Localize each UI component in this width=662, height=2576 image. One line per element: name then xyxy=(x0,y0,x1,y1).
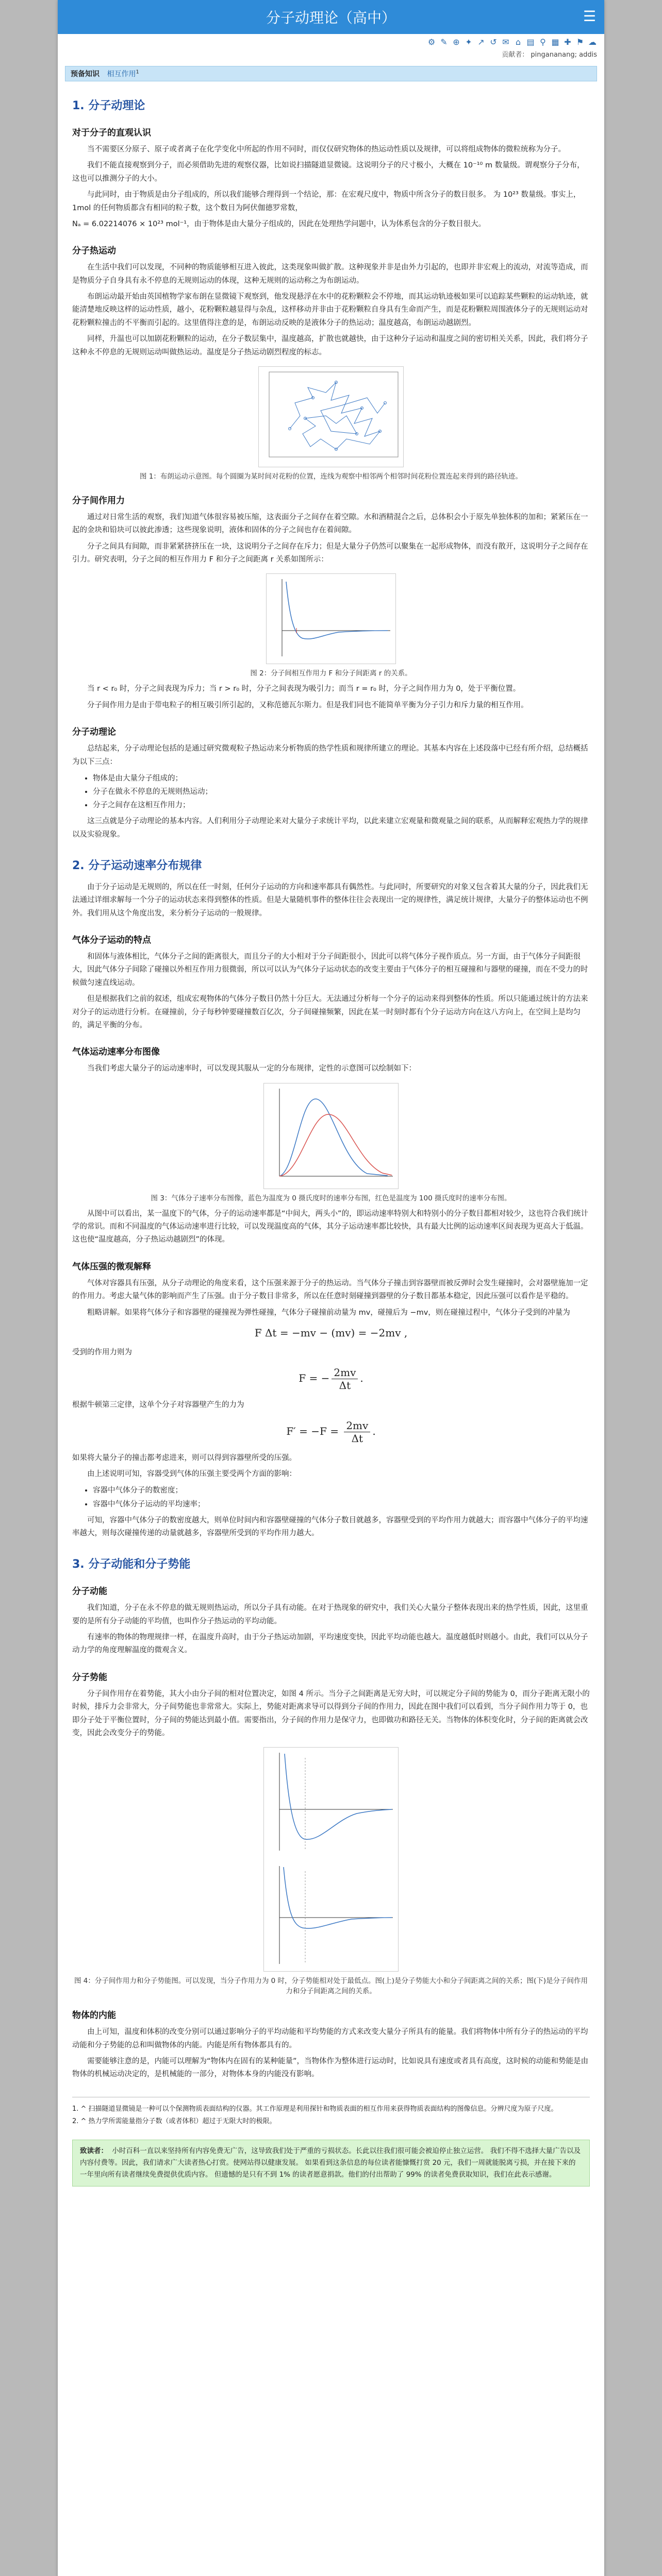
paragraph: 通过对日常生活的观察，我们知道气体很容易被压缩，这表面分子之间存在着空隙。水和酒精混合之后，总体积会小于原先单独体积的加和；紧紧压在一起的金块和铅块可以彼此渗透；这些现象说明，液体和固体的分子之间也存在着间隙。 xyxy=(72,513,588,535)
potential-energy-graph xyxy=(263,1747,399,1972)
section-3-title: 3. 分子动能和分子势能 xyxy=(72,1558,191,1571)
pressure-factors-list xyxy=(93,1484,590,1511)
heading-force: 分子间作用力 xyxy=(72,495,125,506)
toolbar-icon-10[interactable]: ▦ xyxy=(551,37,559,47)
toolbar-icon-1[interactable]: ✎ xyxy=(440,37,448,47)
paragraph: 由上述说明可知，容器受到气体的压强主要受两个方面的影响： xyxy=(87,1470,296,1479)
heading-theory: 分子动理论 xyxy=(72,727,116,738)
donation-text: 小时百科一直以来坚持所有内容免费无广告，这导致我们处于严重的亏损状态。长此以往我们很可能会被迫停止独立运营。 我们不得不选择大量广告以及内容付费等。因此，我们请求广大读者热心打赏。使网站得以健康发展。 如果看到这条信息的每位读者能慷慨打赏 20 元，我们一周就能脱离亏损，并在接下来的一年里向所有读者继续免费提供优质内容。 但遗憾的是只有不到 1% 的读者愿意捐款。他们的付出帮助了 99% 的读者免费获取知识，我们在此表示感谢。 xyxy=(80,2147,581,2179)
paragraph: 和固体与液体相比，气体分子之间的距离很大，而且分子的大小相对于分子间距很小，因此可以将气体分子视作质点。另一方面，由于气体分子间距很大，因此气体分子间除了碰撞以外相互作用力很微弱，所以可以认为气体分子运动状态的改变主要由于气体分子的相互碰撞和与器壁的碰撞，而在不受力的时候做匀速直线运动。 xyxy=(72,953,588,987)
paragraph: 当 r < r₀ 时，分子之间表现为斥力；当 r > r₀ 时，分子之间表现为吸引力；而当 r = r₀ 时，分子之间作用力为 0，处于平衡位置。 xyxy=(87,685,521,693)
paragraph: 有速率的物体的物理规律一样，在温度升高时，由于分子热运动加剧，平均速度变快，因此平均动能也越大。温度越低时则越小。由此，我们可以从分子动力学的角度理解温度的微观含义。 xyxy=(72,1633,588,1655)
figure-1-caption: 图 1：布朗运动示意图。每个圆圈为某时间对花粉的位置，连线为观察中相邻两个相邻时间花粉位置连起来得到的路径轨迹。 xyxy=(140,472,522,481)
toolbar xyxy=(58,34,604,47)
paragraph: 由于分子运动是无规则的，所以在任一时刻，任何分子运动的方向和速率都具有偶然性。与此同时，所要研究的对象又包含着其大量的分子，因此我们无法通过详细求解每一个分子的运动状态来得到整体的性质。但是大量随机事件的整体往往会表现出一定的规律性，满足统计规律，大量分子的整体运动也不例外。我们用从这个角度出发，来分析分子运动的一般规律。 xyxy=(72,883,588,918)
toolbar-icon-3[interactable]: ✦ xyxy=(465,37,472,47)
toolbar-icon-2[interactable]: ⊕ xyxy=(453,37,460,47)
footnotes xyxy=(72,2097,590,2127)
figure-3 xyxy=(72,1083,590,1189)
hamburger-menu-icon[interactable]: ☰ xyxy=(583,8,596,25)
list-item: • 分子之间存在这相互作用力； xyxy=(93,799,590,812)
toolbar-icon-8[interactable]: ▤ xyxy=(526,37,535,47)
toolbar-icon-0[interactable]: ⚙ xyxy=(427,37,436,47)
paragraph: Nₐ = 6.02214076 × 10²³ mol⁻¹，由于物体是由大量分子组成的，因此在处理热学问题中，认为体系包含的分子数目很大。 xyxy=(72,219,486,228)
paragraph: 分子之间具有间隙，而非紧紧挤挤压在一块，这说明分子之间存在斥力；但是大量分子仍然可以聚集在一起形成物体，而没有散开，这说明分子之间存在引力。研究表明，分子之间的相互作用力 F 和分子之间距离 r 关系如图所示： xyxy=(72,542,588,564)
heading-pressure: 气体压强的微观解释 xyxy=(72,1261,151,1272)
brownian-motion-image xyxy=(258,366,404,467)
equation-impulse: F Δt = −mv − (mv) = −2mv , xyxy=(254,1326,408,1339)
top-bar xyxy=(58,0,604,34)
footnote-item: 2. ^ 热力学所需能量指分子数（或者体积）超过于无限大时的极限。 xyxy=(72,2117,276,2125)
prerequisite-box xyxy=(65,66,597,81)
paragraph: 当我们考虑大量分子的运动速率时，可以发现其服从一定的分布规律，定性的示意图可以绘制如下： xyxy=(87,1064,416,1073)
article-body xyxy=(58,97,604,2202)
heading-internal-energy: 物体的内能 xyxy=(72,2010,116,2021)
heading-brownian: 分子热运动 xyxy=(72,246,116,257)
paragraph: 受到的作用力则为 xyxy=(72,1348,132,1357)
toolbar-icon-4[interactable]: ↗ xyxy=(477,37,485,47)
equation-reaction: F′ = −F = $\frac{2mv}{\Delta t}$ . xyxy=(286,1419,376,1445)
list-item: • 分子在做永不停息的无规则热运动； xyxy=(93,785,590,799)
figure-4 xyxy=(72,1747,590,1972)
section-2-title: 2. 分子运动速率分布规律 xyxy=(72,859,202,872)
heading-direct: 对于分子的直观认识 xyxy=(72,128,151,138)
paragraph: 分子间作用存在着势能，其大小由分子间的相对位置决定，如图 4 所示。当分子之间距离是无穷大时，可以规定分子间的势能为 0，而分子距离无限小的时候，排斥力会非常大，分子间势能也非常常大。实际上，势能对距离求导可以得到分子间的作用力，因此在图中我们可以看到，当分子间作用力等于 0，也即分子处于平衡位置时，分子间的势能达到最小值。需要指出，分子间的作用力是保守力，也即做功和路径无关。当物体的体积变化时，分子间的距离就会改变，因此会改变分子的势能。 xyxy=(72,1689,590,1737)
theory-list xyxy=(93,772,590,812)
toolbar-icon-13[interactable]: ☁ xyxy=(588,37,597,47)
paragraph: 同样，升温也可以加剧花粉颗粒的运动，在分子数层集中，温度越高，扩散也就越快，由于这种分子运动和温度之间的密切相关关系，因此，我们将分子这种永不停息的无规则运动叫做热运动。温度是分子热运动剧烈程度的标志。 xyxy=(72,335,588,357)
figure-4-caption: 图 4：分子间作用力和分子势能图。可以发现，当分子作用力为 0 时，分子势能相对处于最低点。图(上)是分子势能大小和分子间距离之间的关系；图(下)是分子间作用力和分子间距离之间的关系。 xyxy=(74,1977,588,1996)
paragraph: 我们不能直接观察到分子，而必须借助先进的观察仪器，比如说扫描隧道显微镜。这说明分子的尺寸极小，大概在 10⁻¹⁰ m 数量级。谓观察分子分布，这也可以推测分子的大小。 xyxy=(72,161,585,183)
force-distance-graph xyxy=(266,573,396,664)
paragraph: 由上可知，温度和体积的改变分别可以通过影响分子的平均动能和平均势能的方式来改变大量分子所具有的能量。我们将物体中所有分子的热运动的平均动能和分子势能的总和叫做物体的内能。内能是所有物体都具有的。 xyxy=(72,2028,588,2049)
paragraph: 我们知道，分子在永不停息的做无规则热运动，所以分子具有动能。在对于热现象的研究中，我们关心大量分子整体表现出来的热学性质，因此，这里重要的是所有分子动能的平均值，也叫作分子热运动的平均动能。 xyxy=(72,1604,588,1625)
paragraph: 如果将大量分子的撞击都考虑进来，则可以得到容器壁所受的压强。 xyxy=(72,1453,296,1462)
paragraph: 气体对容器具有压强，从分子动理论的角度来看，这个压强来源于分子的热运动。当气体分子撞击到容器壁而被反弹时会发生碰撞时，会对器壁施加一定的作用力。考虑大量气体的影响而产生了压强。由于分子数目非常多，所以在任意时刻碰撞到器壁的分子数目都基本稳定，因此压强可以看作是平稳的。 xyxy=(72,1279,588,1301)
list-item: • 容器中气体分子的数密度； xyxy=(93,1484,590,1497)
paragraph: 从图中可以看出，某一温度下的气体，分子的运动速率都是“中间大，两头小”的，即运动速率特别大和特别小的分子数目都相对较少，这也符合我们统计学的常识。而和不同温度的气体运动速率进行比较，可以发现温度高的气体，其分子运动速率都比较快，具有最大比例的运动速率区间表现为更高大于低温。这也使“温度越高，分子热运动越剧烈”的体现。 xyxy=(72,1209,589,1244)
paragraph: 根据牛顿第三定律，这单个分子对容器壁产生的力为 xyxy=(72,1401,244,1410)
page-title: 分子动理论（高中） xyxy=(266,9,396,26)
paragraph: 总结起来，分子动理论包括的是通过研究微观粒子热运动来分析物质的热学性质和规律所建立的理论。其基本内容在上述段落中已经有所介绍，总结概括为以下三点： xyxy=(72,744,588,766)
author-value: pingananang; addis xyxy=(531,51,597,59)
speed-distribution-graph xyxy=(263,1083,399,1189)
heading-potential: 分子势能 xyxy=(72,1672,107,1683)
section-1-title: 1. 分子动理论 xyxy=(72,99,145,112)
figure-2-caption: 图 2：分子间相互作用力 F 和分子间距离 r 的关系。 xyxy=(250,669,412,678)
paragraph: 需要能够注意的是，内能可以理解为“物体内在固有的某种能量”，当物体作为整体进行运动时，比如说具有速度或者具有高度，这时候的动能和势能是由物体的机械运动决定的，是机械能的一部分，对物体本身的内能没有影响。 xyxy=(72,2057,589,2079)
equation-force: F = − $\frac{2mv}{\Delta t}$ . xyxy=(299,1366,363,1392)
figure-1 xyxy=(72,366,590,467)
paragraph: 但是根据我们之前的叙述，组成宏观物体的气体分子数目仍然十分巨大。无法通过分析每一个分子的运动来得到整体的性质。所以只能通过统计的方法来对分子的运动进行分析。在碰撞前，分子每秒钟要碰撞数百亿次，分子间碰撞频繁，因此在某一时刻时都有个分子运动方向在这八方向上，在空间上是均匀的，满足平衡的分布。 xyxy=(72,995,588,1029)
prerequisite-label: 预备知识 xyxy=(71,70,100,78)
donation-label: 致读者： xyxy=(80,2147,108,2156)
heading-gas-feature: 气体分子运动的特点 xyxy=(72,935,151,946)
toolbar-icon-11[interactable]: ✚ xyxy=(564,37,571,47)
paragraph: 当不需要区分原子、原子或者离子在化学变化中所起的作用不同时，而仅仅研究物体的热运动性质以及规律，可以将组成物体的微粒统称为分子。 xyxy=(87,145,566,154)
paragraph: 粗略讲解。如果将气体分子和容器壁的碰撞视为弹性碰撞，气体分子碰撞前动量为 mv，碰撞后为 −mv，则在碰撞过程中，气体分子受到的冲量为 xyxy=(87,1308,570,1317)
toolbar-icon-5[interactable]: ↺ xyxy=(490,37,497,47)
figure-2 xyxy=(72,573,590,664)
prerequisite-link[interactable]: 相互作用 xyxy=(107,70,136,78)
author-label: 贡献者： xyxy=(502,51,529,59)
toolbar-icon-7[interactable]: ⌂ xyxy=(515,37,521,47)
donation-notice xyxy=(72,2140,590,2187)
heading-rate-distribution: 气体运动速率分布图像 xyxy=(72,1047,160,1058)
paragraph: 这三点就是分子动理论的基本内容。人们利用分子动理论来对大量分子求统计平均，以此来建立宏观量和微观量之间的联系，从而解释宏观热力学的规律以及实验现象。 xyxy=(72,817,588,839)
paragraph: 可知，容器中气体分子的数密度越大，则单位时间内和容器壁碰撞的气体分子数目就越多，容器壁受到的平均作用力就越大；而容器中气体分子的平均速率越大，则每次碰撞传递的动量就越多，容器壁所受到的平均作用力越大。 xyxy=(72,1516,588,1537)
toolbar-icon-9[interactable]: ⚲ xyxy=(540,37,546,47)
list-item: • 容器中气体分子运动的平均速率； xyxy=(93,1498,590,1511)
prerequisite-sup: 1 xyxy=(136,69,139,75)
list-item: • 物体是由大量分子组成的； xyxy=(93,772,590,785)
toolbar-icon-6[interactable]: ✉ xyxy=(502,37,509,47)
figure-3-caption: 图 3：气体分子速率分布图像，蓝色为温度为 0 摄氏度时的速率分布图，红色是温度为 100 摄氏度时的速率分布图。 xyxy=(151,1194,511,1202)
paragraph: 布朗运动最开始由英国植物学家布朗在显微镜下观察到，他发现悬浮在水中的花粉颗粒会不停地，而其运动轨迹极如果可以追踪某些颗粒的运动轨迹，就能清楚地反映这样的运动性质，越小，花粉颗粒越显得与杂乱，这样移动并非由于花粉颗粒自身具有生命而产生，而是花粉颗粒周围液体分子的无规则运动对花粉颗粒撞击的不平衡而引起的。这里值得注意的是，布朗运动反映的是液体分子的热运动；温度越高，布朗运动越剧烈。 xyxy=(72,293,588,327)
heading-kinetic: 分子动能 xyxy=(72,1586,107,1597)
page xyxy=(58,0,604,2576)
paragraph: 与此同时，由于物质是由分子组成的，所以我们能够合理得到一个结论，那：在宏观尺度中，物质中所含分子的数目很多。 为 10²³ 数量级。事实上，1mol 的任何物质都含有相同的粒子数，这个数目为阿伏伽德罗常数， xyxy=(72,191,581,212)
paragraph: 分子间作用力是由于带电粒子的相互吸引所引起的，又称范德瓦尔斯力。但是我们同也不能简单平衡为分子引力和斥力量的相互作用。 xyxy=(87,701,528,709)
toolbar-icon-12[interactable]: ⚑ xyxy=(576,37,584,47)
author-line xyxy=(58,47,604,59)
paragraph: 在生活中我们可以发现，不同种的物质能够相互进入彼此，这类现象叫做扩散。这种现象并非是由外力引起的，也即并非宏观上的流动，对流等造成，而是物质分子自身具有永不停息的无规则运动的体现，这种无规则的运动称之为布朗运动。 xyxy=(72,263,588,285)
footnote-item: 1. ^ 扫描隧道显微镜是一种可以个保测物质表面结构的仪器。其工作原理是利用探针和物质表面的相互作用来获得物质表面结构的图像信息。分辨尺度为原子尺度。 xyxy=(72,2105,558,2113)
